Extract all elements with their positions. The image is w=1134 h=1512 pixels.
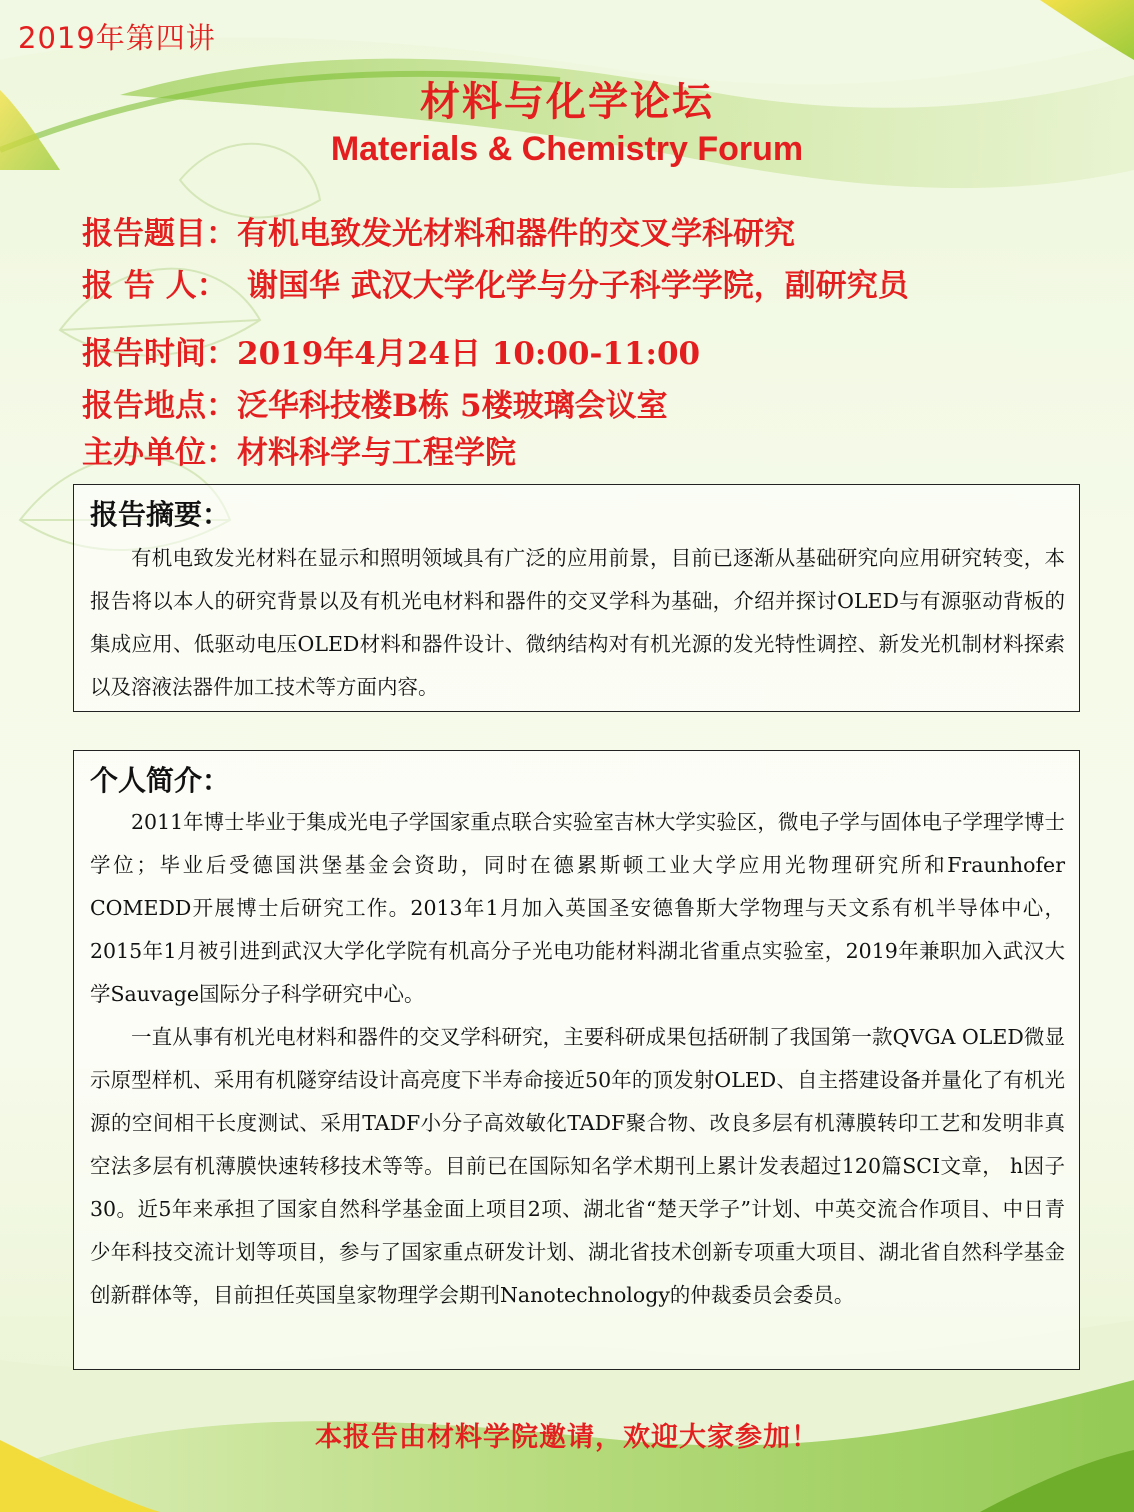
- place-label: 报告地点：: [82, 388, 237, 424]
- speaker-value: 谢国华 武汉大学化学与分子科学学院，副研究员: [247, 268, 909, 304]
- info-speaker: [82, 260, 909, 305]
- forum-title-en: Materials & Chemistry Forum: [330, 130, 804, 168]
- invitation-note: 本报告由材料学院邀请，欢迎大家参加！: [315, 1422, 819, 1453]
- bio-title: 个人简介：: [90, 764, 231, 797]
- host-label: 主办单位：: [82, 435, 237, 471]
- abstract-title: 报告摘要：: [90, 498, 231, 531]
- topic-value: 有机电致发光材料和器件的交叉学科研究: [237, 216, 795, 252]
- topic-label: 报告题目：: [82, 216, 237, 252]
- bio-box: [73, 750, 1080, 1370]
- abstract-box: [73, 484, 1080, 712]
- place-value: 泛华科技楼B栋 5楼玻璃会议室: [237, 388, 668, 424]
- info-host: [82, 427, 516, 472]
- time-label: 报告时间：: [82, 336, 237, 372]
- bio-para-2: 一直从事有机光电材料和器件的交叉学科研究，主要科研成果包括研制了我国第一款QVGA OLED微显示原型样机、采用有机隧穿结设计高亮度下半寿命接近50年的顶发射OLED、自主搭建设备并量化了有机光源的空间相干长度测试、采用TADF小分子高效敏化TADF聚合物、改良多层有机薄膜转印工艺和发明非真空法多层有机薄膜快速转移技术等等。目前已在国际知名学术期刊上累计发表超过120篇SCI文章， h因子30。近5年来承担了国家自然科学基金面上项目2项、湖北省“楚天学子”计划、中英交流合作项目、中日青少年科技交流计划等项目，参与了国家重点研发计划、湖北省技术创新专项重大项目、湖北省自然科学基金创新群体等，目前担任英国皇家物理学会期刊Nanotechnology的仲裁委员会委员。: [90, 1025, 1065, 1307]
- info-place: [82, 380, 668, 425]
- info-topic: [82, 208, 795, 253]
- time-value: 2019年4月24日 10:00-11:00: [237, 336, 701, 372]
- abstract-text: 有机电致发光材料在显示和照明领域具有广泛的应用前景，目前已逐渐从基础研究向应用研究转变，本报告将以本人的研究背景以及有机光电材料和器件的交叉学科为基础，介绍并探讨OLED与有源驱动背板的集成应用、低驱动电压OLED材料和器件设计、微纳结构对有机光源的发光特性调控、新发光机制材料探索以及溶液法器件加工技术等方面内容。: [90, 546, 1065, 699]
- host-value: 材料科学与工程学院: [237, 435, 516, 471]
- speaker-label: 报 告 人：: [82, 268, 228, 304]
- lecture-number: 2019年第四讲: [18, 21, 216, 55]
- forum-title-cn: 材料与化学论坛: [420, 79, 714, 125]
- info-time: [82, 328, 700, 373]
- bio-para-1: 2011年博士毕业于集成光电子学国家重点联合实验室吉林大学实验区，微电子学与固体电子学理学博士学位；毕业后受德国洪堡基金会资助，同时在德累斯顿工业大学应用光物理研究所和Fraunhofer COMEDD开展博士后研究工作。2013年1月加入英国圣安德鲁斯大学物理与天文系有机半导体中心，2015年1月被引进到武汉大学化学院有机高分子光电功能材料湖北省重点实验室，2019年兼职加入武汉大学Sauvage国际分子科学研究中心。: [90, 810, 1065, 1006]
